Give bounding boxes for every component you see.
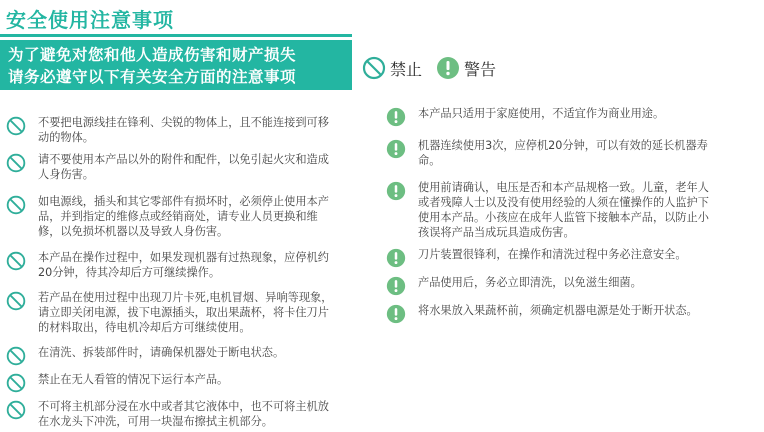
exclamation-icon: [386, 276, 406, 296]
warning-text: 使用前请确认，电压是否和本产品规格一致。儿童，老年人或者残障人士以及没有使用经验的人须在懂操作的人监护下使用本产品。小孩应在成年人监管下接触本产品，以防止小孩误将产品当成玩具造成伤害。: [418, 181, 709, 239]
prohibition-text: 如电源线，插头和其它零部件有损坏时，必须停止使用本产品，并到指定的维修点或经销商处，请专业人员更换和维修，以免损坏机器以及导致人身伤害。: [38, 195, 329, 238]
warning-item: [386, 180, 718, 240]
prohibit-icon: [6, 291, 26, 311]
prohibition-item: [6, 250, 334, 280]
prohibition-item: [6, 194, 334, 239]
icon-legend: [362, 56, 510, 80]
exclamation-icon: [386, 107, 406, 127]
prohibition-text: 禁止在无人看管的情况下运行本产品。: [38, 373, 229, 386]
warning-text: 刀片装置很锋利，在操作和清洗过程中务必注意安全。: [418, 248, 687, 261]
prohibition-text: 本产品在操作过程中，如果发现机器有过热现象，应停机约20分钟，待其冷却后方可继续操作。: [38, 251, 329, 279]
exclamation-icon: [386, 248, 406, 268]
title-divider: [0, 34, 352, 37]
prohibition-item: [6, 399, 334, 429]
exclamation-icon: [386, 181, 406, 201]
warning-item: [386, 138, 718, 168]
warning-text: 产品使用后，务必立即清洗，以免滋生细菌。: [418, 276, 642, 289]
prohibition-text: 不可将主机部分浸在水中或者其它液体中，也不可将主机放在水龙头下冲洗，可用一块湿布擦拭主机部分。: [38, 400, 329, 428]
prohibit-icon: [362, 56, 386, 80]
banner-line-1: 为了避免对您和他人造成伤害和财产损失: [8, 46, 297, 64]
prohibit-icon: [6, 116, 26, 136]
prohibition-item: [6, 290, 334, 335]
exclamation-icon: [386, 139, 406, 159]
prohibit-icon: [6, 153, 26, 173]
prohibition-item: [6, 152, 334, 182]
prohibition-item: [6, 372, 334, 393]
legend-warning-label: 警告: [464, 59, 497, 79]
banner-line-2: 请务必遵守以下有关安全方面的注意事项: [8, 68, 297, 86]
prohibition-text: 若产品在使用过程中出现刀片卡死,电机冒烟、异响等现象，请立即关闭电源，拔下电源插头，取出果蔬杯，将卡住刀片的材料取出，待电机冷却后方可继续使用。: [38, 291, 333, 334]
page-title: 安全使用注意事项: [6, 8, 174, 32]
legend-prohibit-label: 禁止: [390, 59, 423, 79]
legend-prohibit: [362, 56, 422, 80]
prohibit-icon: [6, 373, 26, 393]
warning-item: [386, 247, 718, 268]
prohibit-icon: [6, 251, 26, 271]
warning-text: 本产品只适用于家庭使用，不适宜作为商业用途。: [418, 107, 665, 120]
prohibit-icon: [6, 346, 26, 366]
exclamation-icon: [386, 304, 406, 324]
prohibit-icon: [6, 400, 26, 420]
prohibition-text: 不要把电源线挂在锋利、尖锐的物体上，且不能连接到可移动的物体。: [38, 116, 329, 144]
prohibit-icon: [6, 195, 26, 215]
warning-item: [386, 275, 718, 296]
prohibition-text: 请不要使用本产品以外的附件和配件，以免引起火灾和造成人身伤害。: [38, 153, 329, 181]
legend-warning: [436, 56, 496, 80]
prohibition-item: [6, 115, 334, 145]
warning-item: [386, 106, 718, 127]
warning-item: [386, 303, 718, 324]
warning-text: 将水果放入果蔬杯前，须确定机器电源是处于断开状态。: [418, 304, 698, 317]
prohibition-item: [6, 345, 334, 366]
warning-text: 机器连续使用3次，应停机20分钟，可以有效的延长机器寿命。: [418, 139, 708, 167]
safety-banner: [0, 40, 352, 90]
exclamation-icon: [436, 56, 460, 80]
prohibition-text: 在清洗、拆装部件时，请确保机器处于断电状态。: [38, 346, 285, 359]
